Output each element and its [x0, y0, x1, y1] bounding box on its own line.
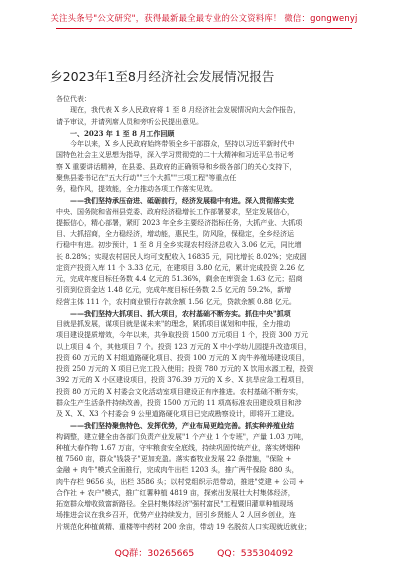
body-line: 金融 + 肉牛"模式全面推行，完成肉牛出栏 1203 头，推广两牛保险 880 头，: [56, 466, 299, 475]
body-line: 现在，我代表 X 乡人民政府将 1 至 8 月经济社会发展情况向大会作报告，: [70, 106, 301, 115]
body-line: 定资产投资入库 11 个 3.33 亿元，在建项目 3.80 亿元，累计完成投资 2.26 亿: [56, 263, 305, 272]
body-line: 务，稳作风，提效能，全力推动各项工作落实见效。: [56, 185, 217, 193]
footer-qq: QQ：535304092: [217, 548, 294, 559]
body-line: 请予审议，并请列席人员和旁听公民提出意见。: [56, 117, 203, 126]
body-line: 各位代表：: [56, 95, 91, 103]
body-line: 投资 60 万元的 X 村组道路硬化项目、投资 100 万元的 X 肉牛养殖场建设项目，: [56, 353, 310, 362]
body-line: 察 X 重要讲话精神，在县委、县政府的正确领导和乡级各部门的关心支持下，: [56, 162, 297, 171]
footer-qq-group: QQ群：30265665: [114, 548, 195, 559]
body-line: 引资到位资金达 1.48 亿元，完成年度目标任务数 2.5 亿元的 59.2%，新增: [56, 286, 292, 295]
body-line: 片规范化种植黄精、重楼等中药材 200 余亩，带动 19 名脱贫人口实现就近就业；: [56, 522, 312, 531]
body-line: 合作社 + 农户"模式，推广红薯种植 4819 亩，探索出发展壮大村集体经济，: [56, 488, 295, 497]
banner-text: 关注头条号"公文研究"，获得最新最全最专业的公文资料库！ 微信：gongwenyj: [50, 13, 358, 23]
body-line: 提振信心，精心部署，紧盯 2023 年全乡主要经济指标任务，大抓产业、大抓项: [56, 218, 303, 227]
body-line: 投资 250 万元的 X 项目已完工投入使用；投资 780 万元的 X 饮用水源工程，投资: [56, 365, 314, 373]
body-line: 国特色社会主义思想为指导，深入学习贯彻党的二十大精神和习近平总书记考: [56, 151, 294, 160]
body-line: 场推进会议在我乡召开，优势产业持续发力，回引乡贤能人 2 人回乡创业，连: [56, 511, 296, 520]
body-line: 392 万元的 X 小区建设项目，投资 376.39 万元的 X 乡、X 抗旱应急工程项目，: [56, 376, 309, 385]
body-line: 行稳中有进。初步预计，1 至 8 月全乡实现农村经济总收入 3.06 亿元，同比增: [56, 241, 302, 250]
body-line: 一、2023 年 1 至 8 月工作回顾: [70, 128, 175, 138]
document-body: [56, 94, 360, 533]
document-title: 乡2023年1至8月经济社会发展情况报告: [50, 69, 275, 84]
body-line: 今年以来，X 乡人民政府始终带领全乡干部群众，坚持以习近平新时代中: [70, 140, 295, 148]
body-line: 种植大春作物 1.67 万亩，守牢粮食安全底线，持续巩固传统产业，落实烤烟种: [56, 443, 301, 452]
body-line: 聚焦县委书记在"五大行动""三个大抓""三项工程"等重点任: [56, 173, 237, 182]
body-line: ——我们坚持大抓项目、抓大项目，农村基础不断夯实。抓住中央"抓项: [70, 308, 291, 318]
body-line: 肉牛存栏 9656 头，出栏 3586 头；以村党组织示范带动，推进"党建 + 公司 +: [56, 477, 305, 486]
body-line: ——我们坚持聚焦特色、发挥优势，产业布局更趋完善。抓实种养殖业结: [70, 421, 294, 431]
banner-divider: [56, 28, 352, 29]
body-line: ——我们坚持承压奋进、砥砺前行，经济发展稳中有进。深入贯彻落实党: [70, 196, 294, 206]
body-line: 群众生产生活条件持续改善，投资 1500 万元的 11 项高标准农田建设项目和涉: [56, 398, 302, 407]
body-line: 及 X、X、X3 个村委会 9 公里道路硬化项目已完成勘察设计，即将开工建设。: [56, 410, 299, 418]
body-line: 目、大抓招商，全力稳经济，增动能，惠民生，防风险，保稳定，全乡经济运: [56, 230, 294, 238]
body-line: 项目建设提质增效，今年以来，共争取投资 1500 万元项目 1 个，投资 300 万元: [56, 331, 308, 340]
body-line: 元，完成年度目标任务数 4.4 亿元的 51.36%，剩余在库资金 1.63 亿元；招商: [56, 275, 303, 283]
body-line: 拓宽群众增收致富新路径。全县村集体经济"强村富民"工程暨旧灌草种植现场: [56, 500, 294, 508]
body-line: 长 8.28%；实现农村居民人均可支配收入 16835 元，同比增长 8.02%；完成固: [56, 252, 307, 261]
footer-contact: [0, 545, 408, 559]
body-line: 投资 80 万元的 X 村委会文化活动室项目建设正有序推进。农村基础不断夯实，: [56, 387, 303, 396]
body-line: 植 7560 亩，群众"钱袋子"更加充盈。落实畜牧业发展 22 条措施，"保险 +: [56, 455, 292, 463]
body-line: 中央、国务院和省州县党委、政府经济稳增长工作部署要求，坚定发展信心，: [56, 207, 294, 216]
header-banner: [0, 0, 408, 50]
body-line: 目就是抓发展，谋项目就是谋未来"的理念，紧抓项目谋划和申报，全力推动: [56, 320, 291, 328]
body-line: 经营主体 111 个，农村商业银行存款余额 1.56 亿元，贷款余额 0.88 亿元。: [56, 297, 296, 306]
body-line: 构调整，建立健全由各部门负责产业发展"1 个产业 1 个专班"，产量 1.03 万吨，: [56, 432, 309, 441]
body-line: 以上项目 4 个，其他项目 7 个。投资 123 万元的 X 中小学幼儿园提升改造项目，: [56, 342, 312, 351]
